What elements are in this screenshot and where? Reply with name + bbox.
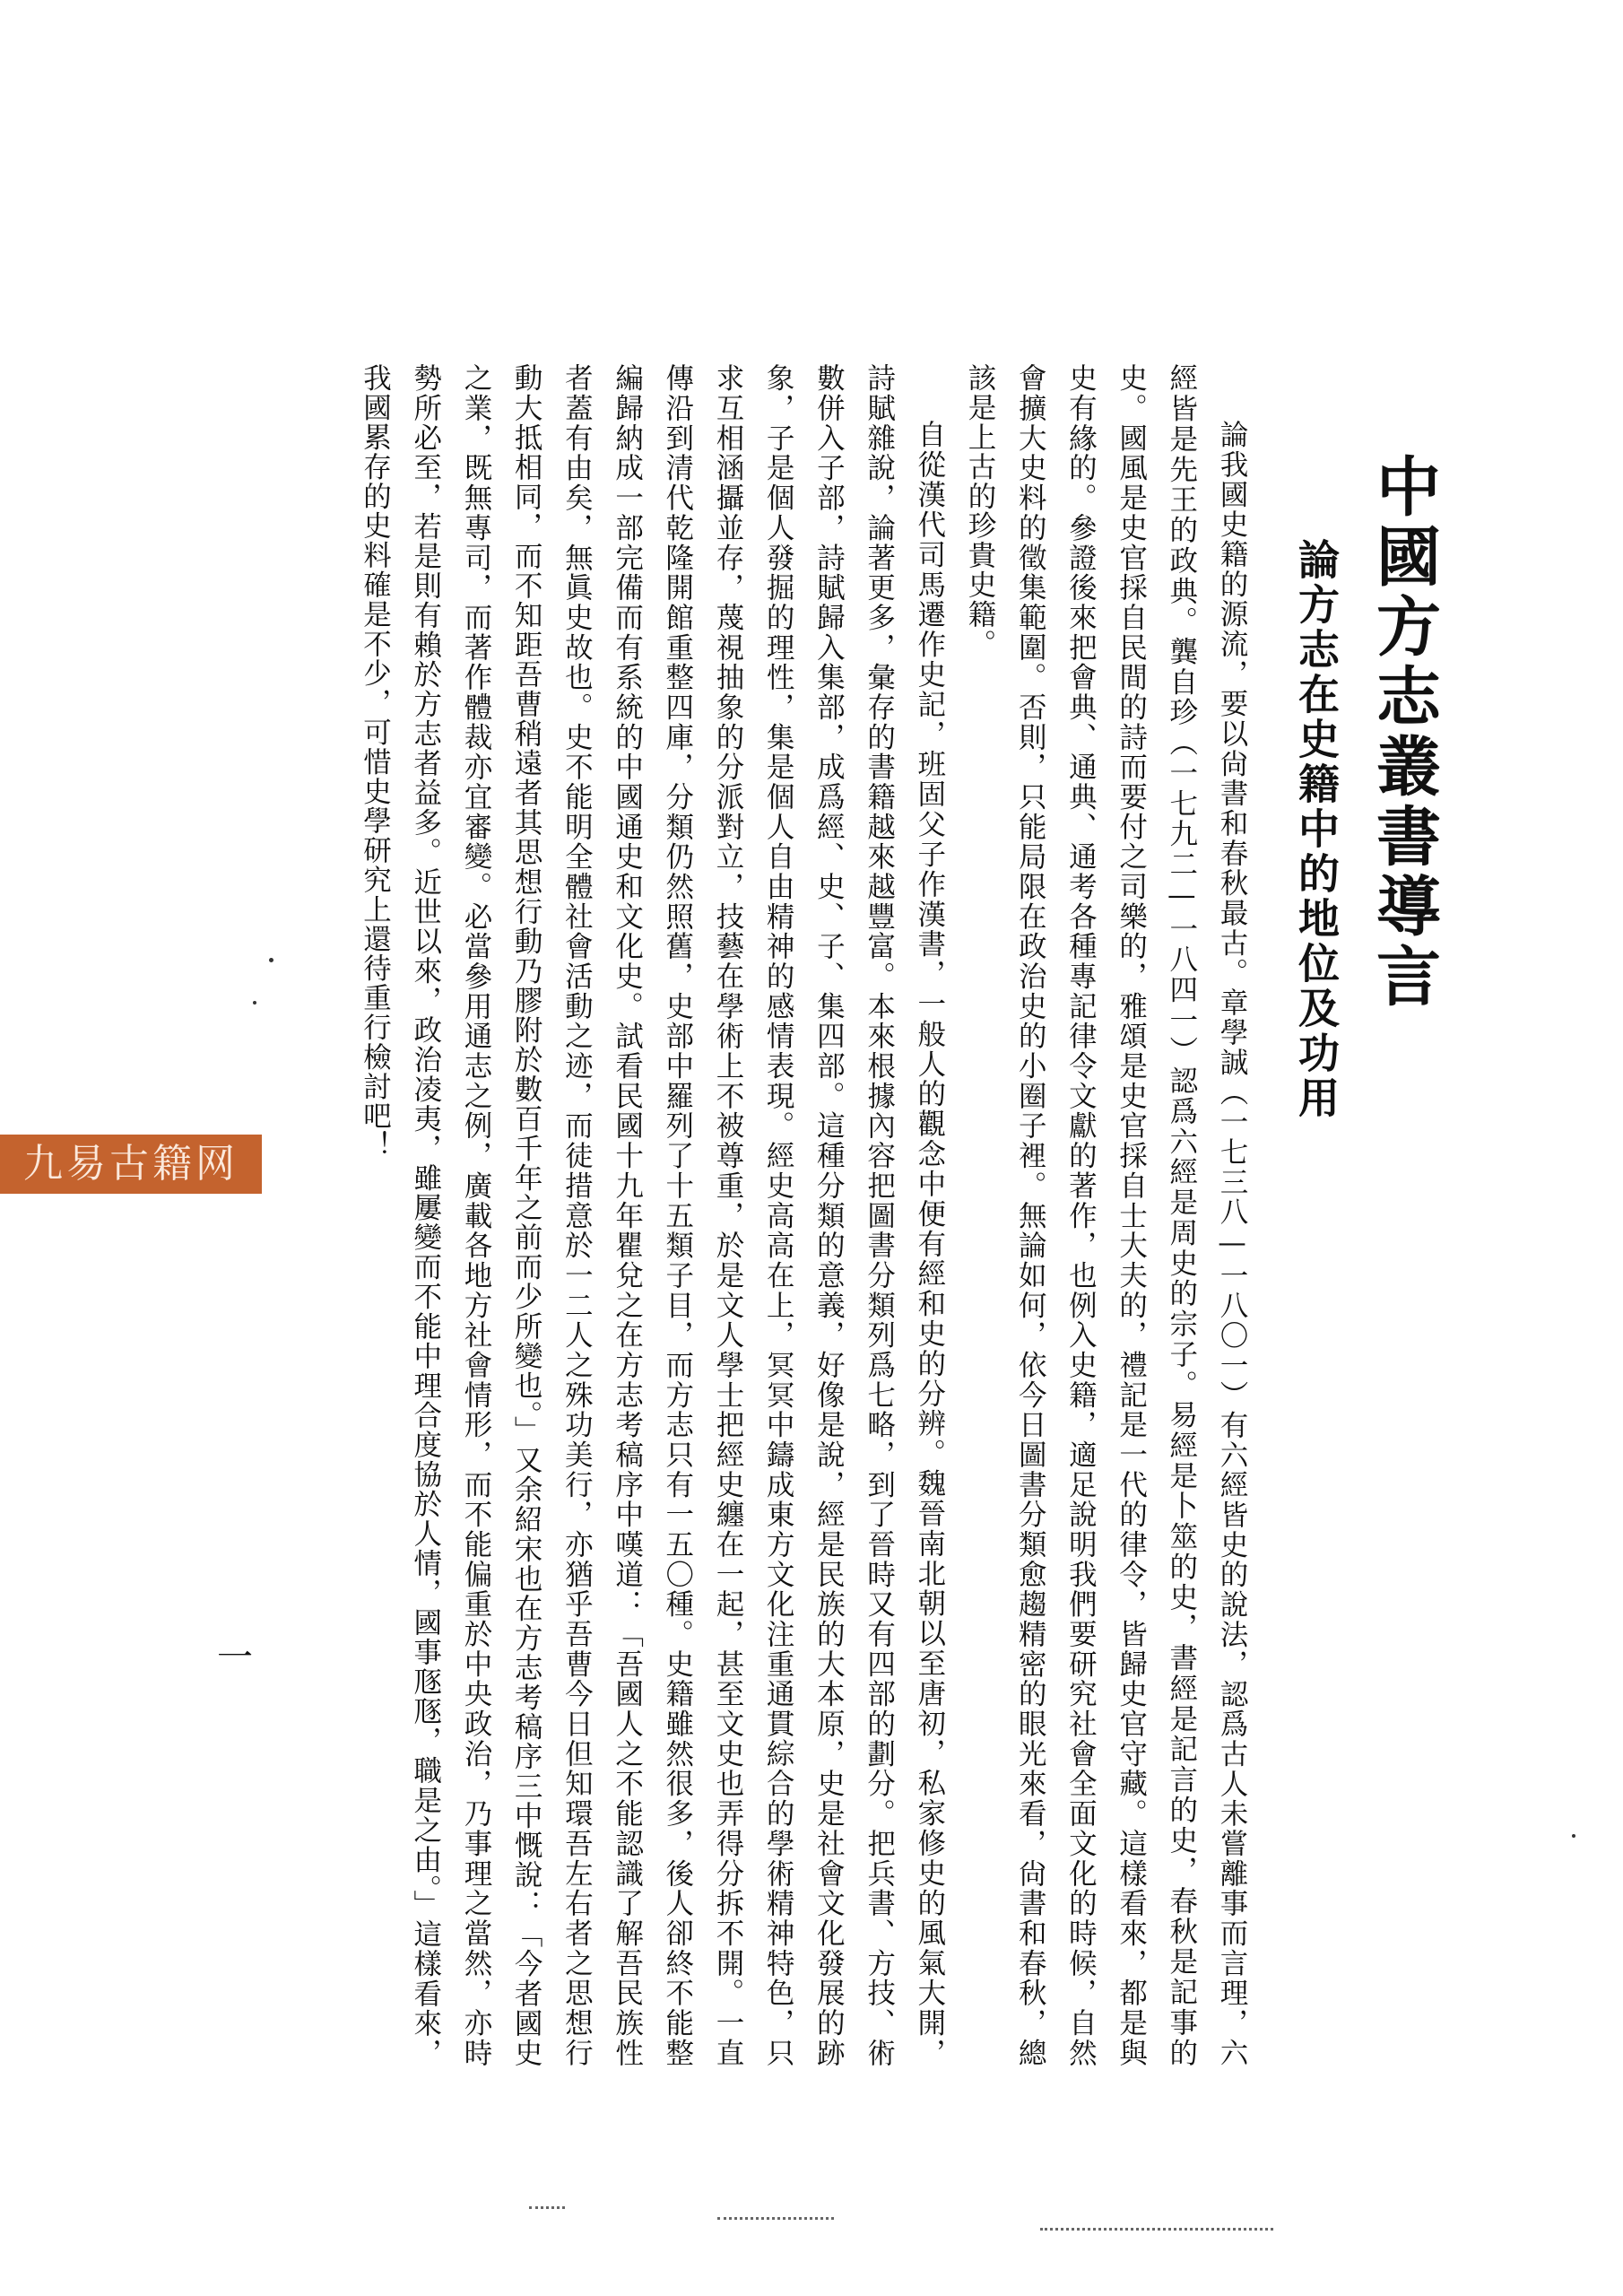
scan-speck bbox=[1572, 1834, 1575, 1838]
page-number: 一 bbox=[217, 1637, 253, 1678]
subtitle: 論方志在史籍中的地位及功用 bbox=[1292, 538, 1341, 1121]
scan-dots bbox=[1040, 2228, 1273, 2234]
paragraph-1: 論我國史籍的源流，要以尙書和春秋最古。章學誠（一七三八—一八〇一）有六經皆史的說法，認爲古人未嘗離事而言理，六經皆是先王的政典。龔自珍（一七九二—一八四一）認爲六經是周史的宗子。易經是卜筮的史，書經是記言的史，春秋是記事的史。國風是史官採自民間的詩而要付之司樂的，雅頌是史官採自士大夫的，禮記是一代的律令，皆歸史官守藏。這樣看來，都是與史有緣的。參證後來把會典、通典、通考各種專記律令文獻的著作，也例入史籍，適足說明我們要研究社會全面文化的時候，自然會擴大史料的徵集範圍。否則，只能局限在政治史的小圈子裡。無論如何，依今日圖書分類愈趨精密的眼光來看，尙書和春秋，總該是上古的珍貴史籍。 bbox=[963, 363, 1248, 2067]
body-text bbox=[244, 363, 1257, 2067]
watermark-logo: 九易古籍网 bbox=[0, 1135, 262, 1194]
scan-speck bbox=[269, 958, 273, 962]
main-title: 中國方志叢書導言 bbox=[1366, 453, 1442, 1013]
paragraph-2: 自從漢代司馬遷作史記，班固父子作漢書，一般人的觀念中便有經和史的分辨。魏晉南北朝以至唐初，私家修史的風氣大開，詩賦雜說，論著更多，彙存的書籍越來越豐富。本來根據內容把圖書分類列爲七略，到了晉時又有四部的劃分。把兵書、方技、術數併入子部，詩賦歸入集部，成爲經、史、子、集四部。這種分類的意義，好像是說，經是民族的大本原，史是社會文化發展的跡象，子是個人發掘的理性，集是個人自由精神的感情表現。經史高高在上，冥冥中鑄成東方文化注重通貫綜合的學術精神特色，只求互相涵攝並存，蔑視抽象的分派對立，技藝在學術上不被尊重，於是文人學士把經史纏在一起，甚至文史也弄得分拆不開。一直傳沿到清代乾隆開館重整四庫，分類仍然照舊，史部中羅列了十五類子目，而方志只有一五〇種。史籍雖然很多，後人卻終不能整編歸納成一部完備而有系統的中國通史和文化史。試看民國十九年瞿兌之在方志考稿序中嘆道：「吾國人之不能認識了解吾民族性者蓋有由矣，無眞史故也。史不能明全體社會活動之迹，而徒措意於一二人之殊功美行，亦猶乎吾曹今日但知環吾左右者之思想行動大抵相同，而不知距吾曹稍遠者其思想行動乃膠附於數百千年之前而少所變也。」又余紹宋也在方志考稿序三中慨說：「今者國史之業，既無專司，而著作體裁亦宜審變。必當參用通志之例，廣載各地方社會情形，而不能偏重於中央政治，乃事理之當然，亦時勢所必至，若是則有賴於方志者益多。近世以來，政治凌夷，雖屢變而不能中理合度協於人情，國事豗豗，職是之由。」這樣看來，我國累存的史料確是不少，可惜史學研究上還待重行檢討吧！ bbox=[359, 363, 946, 2067]
scan-speck bbox=[253, 1001, 256, 1004]
scan-dots bbox=[717, 2217, 834, 2223]
scan-dots bbox=[529, 2206, 565, 2213]
